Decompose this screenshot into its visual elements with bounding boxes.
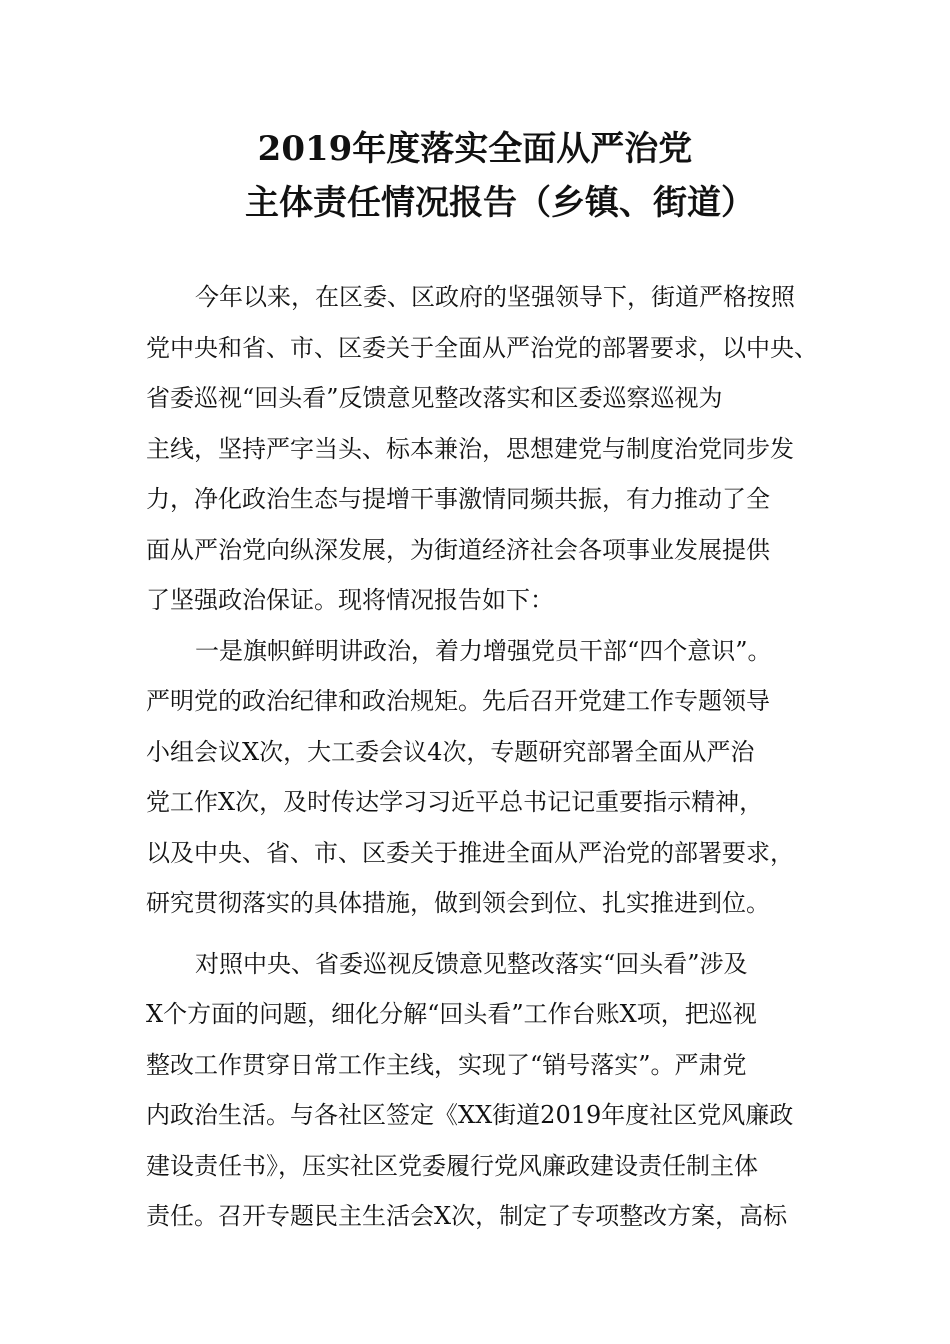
document-body bbox=[146, 272, 818, 1242]
paragraph-line: 面从严治党向纵深发展，为街道经济社会各项事业发展提供 bbox=[146, 535, 770, 564]
paragraph-line: 了坚强政治保证。现将情况报告如下： bbox=[146, 586, 554, 614]
paragraph-line: 一是旗帜鲜明讲政治，着力增强党员干部“四个意识”。 bbox=[195, 636, 772, 665]
paragraph-line: 对照中央、省委巡视反馈意见整改落实“回头看”涉及 bbox=[195, 949, 748, 978]
paragraph-1 bbox=[146, 272, 818, 626]
paragraph-line: 责任。召开专题民主生活会X次，制定了专项整改方案，高标 bbox=[146, 1202, 788, 1230]
title-line-1: 2019年度落实全面从严治党 bbox=[257, 129, 693, 169]
paragraph-spacer bbox=[146, 929, 806, 939]
paragraph-line: X个方面的问题，细化分解“回头看”工作台账X项，把巡视 bbox=[146, 1000, 757, 1028]
paragraph-line: 党中央和省、市、区委关于全面从严治党的部署要求，以中央、 bbox=[146, 333, 818, 362]
paragraph-line: 党工作X次，及时传达学习习近平总书记记重要指示精神， bbox=[146, 788, 764, 816]
paragraph-3 bbox=[146, 939, 806, 1242]
paragraph-line: 小组会议X次，大工委会议4次，专题研究部署全面从严治 bbox=[146, 737, 755, 766]
paragraph-line: 今年以来，在区委、区政府的坚强领导下，街道严格按照 bbox=[195, 283, 795, 311]
paragraph-line: 整改工作贯穿日常工作主线，实现了“销号落实”。严肃党 bbox=[146, 1050, 747, 1079]
paragraph-line: 研究贯彻落实的具体措施，做到领会到位、扎实推进到位。 bbox=[146, 889, 770, 917]
title-line-2: 主体责任情况报告（乡镇、街道） bbox=[245, 183, 755, 223]
paragraph-line: 以及中央、省、市、区委关于推进全面从严治党的部署要求， bbox=[146, 838, 794, 867]
paragraph-line: 省委巡视“回头看”反馈意见整改落实和区委巡察巡视为 bbox=[146, 384, 723, 412]
paragraph-line: 建设责任书》，压实社区党委履行党风廉政建设责任制主体 bbox=[146, 1151, 758, 1180]
paragraph-line: 力，净化政治生态与提增干事激情同频共振，有力推动了全 bbox=[146, 485, 770, 513]
paragraph-line: 严明党的政治纪律和政治规矩。先后召开党建工作专题领导 bbox=[146, 687, 770, 715]
paragraph-line: 主线，坚持严字当头、标本兼治，思想建党与制度治党同步发 bbox=[146, 434, 794, 463]
paragraph-2 bbox=[146, 626, 806, 929]
paragraph-line: 内政治生活。与各社区签定《XX街道2019年度社区党风廉政 bbox=[146, 1101, 794, 1129]
document-title bbox=[0, 122, 950, 230]
